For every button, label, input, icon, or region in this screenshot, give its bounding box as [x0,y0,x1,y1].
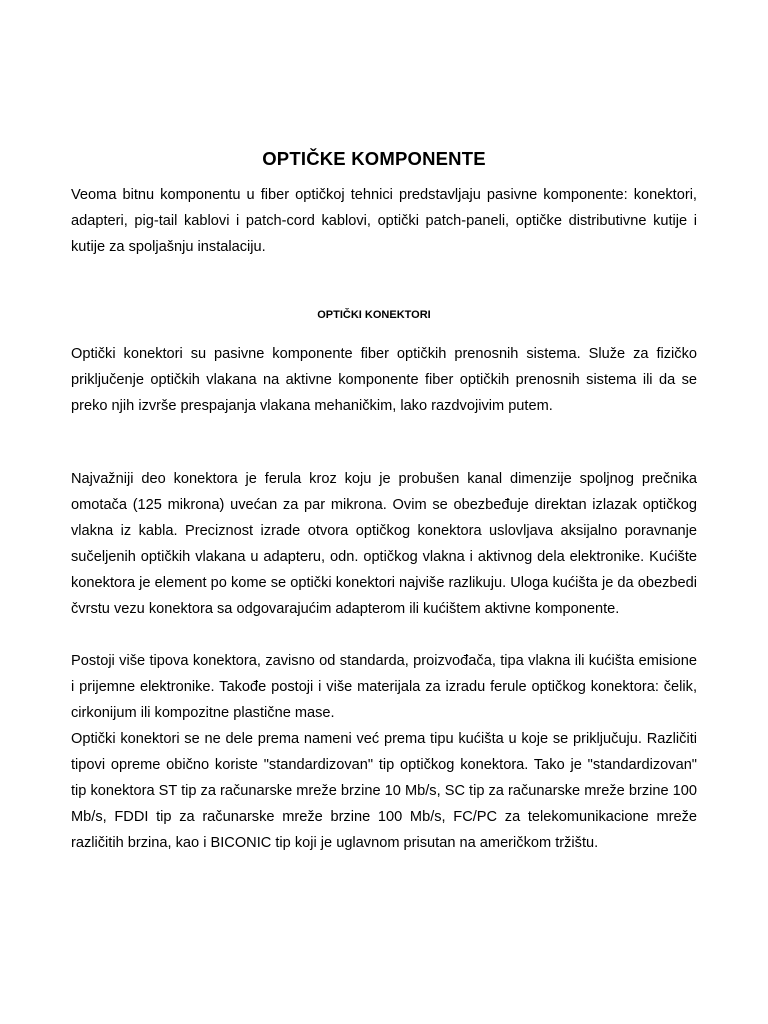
page-title: OPTIČKE KOMPONENTE [262,148,486,169]
body-paragraph: Optički konektori su pasivne komponente fiber optičkih prenosnih sistema. Služe za fizičko priključenje optičkih vlakana na aktivne komponente fiber optičkih prenosnih sistema ili da se preko njih izvrše prespajanja vlakana mehaničkim, lako razdvojivim putem. [71,346,697,414]
body-paragraph: Optički konektori se ne dele prema nameni već prema tipu kućišta u koje se priključuju. Različiti tipovi opreme obično koriste "standardizovan" tip optičkog konektora. Tako je "standardizovan" tip konektora ST tip za računarske mreže brzine 10 Mb/s, SC tip za računarske mreže brzine 100 Mb/s, FDDI tip za računarske mreže brzine 100 Mb/s, FC/PC za telekomunikacione mreže različitih brzina, kao i BICONIC tip koji je uglavnom prisutan na američkom tržištu. [71,731,697,851]
section-heading: OPTIČKI KONEKTORI [317,309,431,321]
body-paragraph: Postoji više tipova konektora, zavisno od standarda, proizvođača, tipa vlakna ili kućišta emisione i prijemne elektronike. Takođe postoji i više materijala za izradu ferule optičkog konektora: čelik, cirkonijum ili kompozitne plastične mase. [71,653,697,721]
body-paragraph: Najvažniji deo konektora je ferula kroz koju je probušen kanal dimenzije spoljnog prečnika omotača (125 mikrona) uvećan za par mikrona. Ovim se obezbeđuje direktan izlazak optičkog vlakna iz kabla. Preciznost izrade otvora optičkog konektora uslovljava aksijalno poravnanje sučeljenih optičkih vlakana u adapteru, odn. optičkog vlakna i aktivnog dela elektronike. Kućište konektora je element po kome se optički konektori najviše razlikuju. Uloga kućišta je da obezbedi čvrstu vezu konektora sa odgovarajućim adapterom ili kućištem aktivne komponente. [71,471,697,617]
intro-paragraph: Veoma bitnu komponentu u fiber optičkoj tehnici predstavljaju pasivne komponente: konektori, adapteri, pig-tail kablovi i patch-cord kablovi, optički patch-paneli, optičke distributivne kutije i kutije za spoljašnju instalaciju. [71,187,697,255]
